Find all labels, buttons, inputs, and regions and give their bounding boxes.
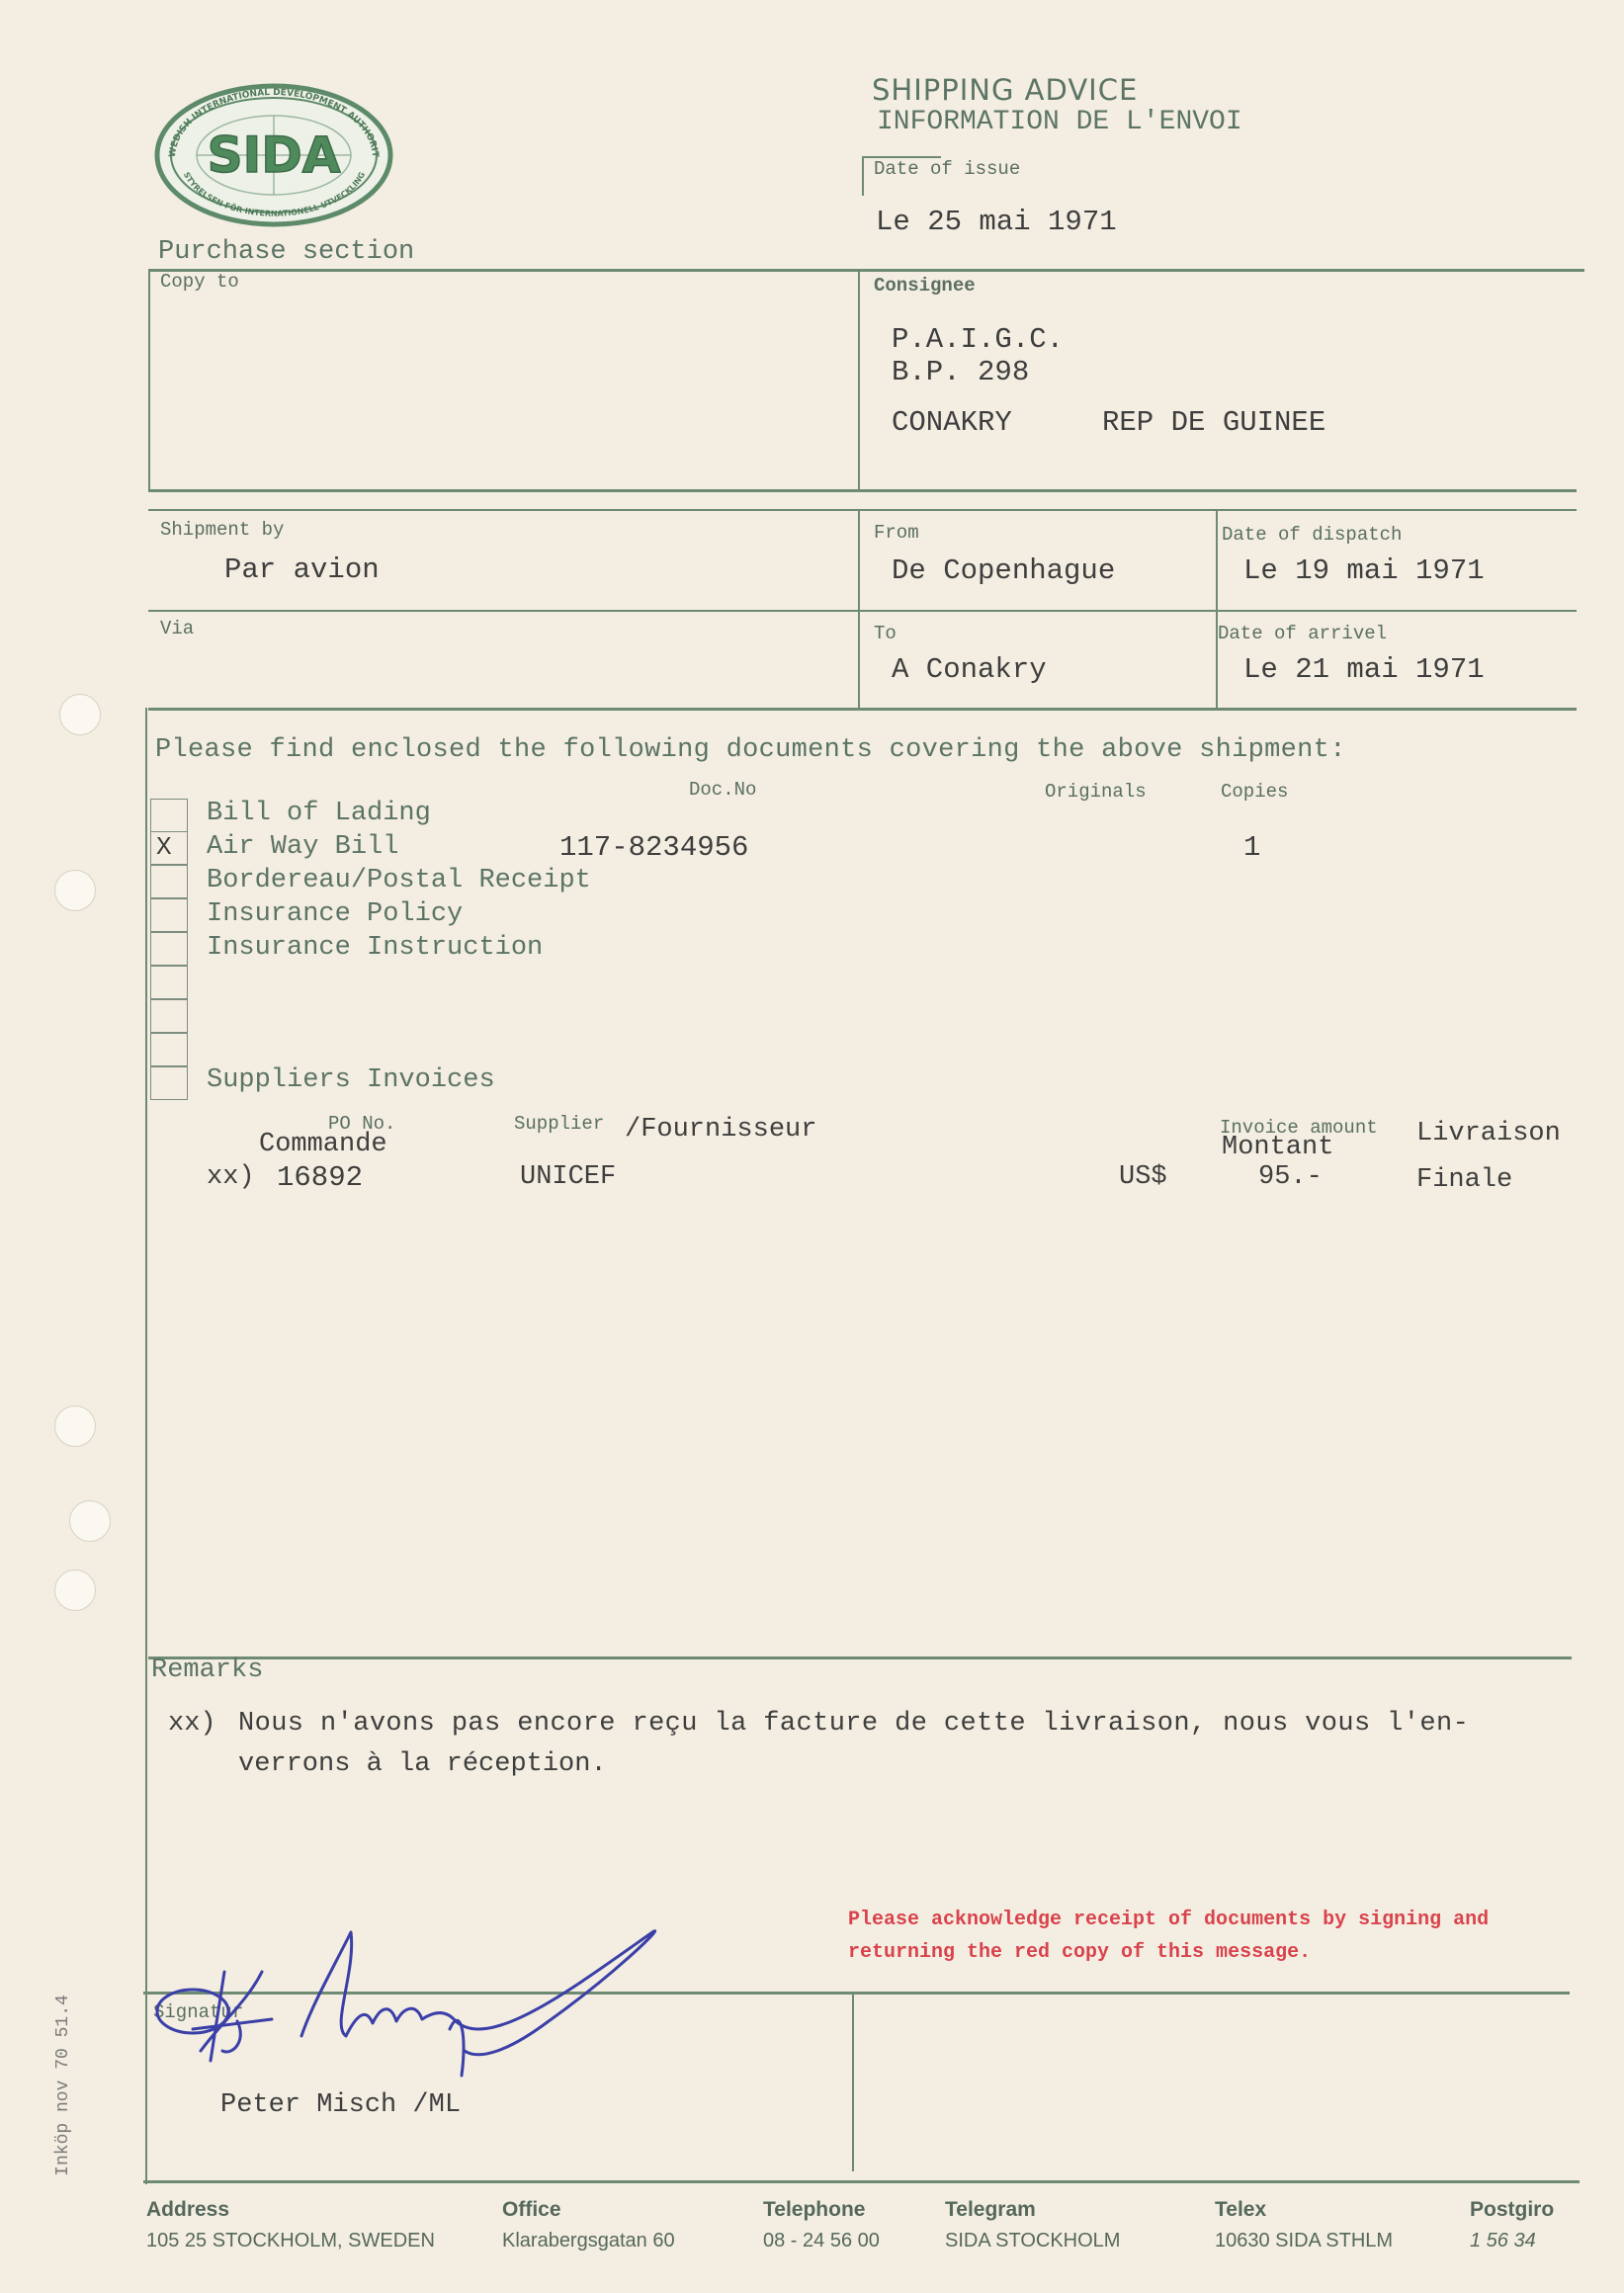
footer-telex-value: 10630 SIDA STHLM — [1215, 2230, 1394, 2251]
consignee-country: REP DE GUINEE — [1102, 406, 1326, 439]
from-label: From — [874, 522, 919, 544]
checkbox-suppliers-invoices[interactable] — [150, 1066, 188, 1100]
originals-header: Originals — [1045, 781, 1147, 803]
form-title: SHIPPING ADVICE — [872, 73, 1139, 107]
body-left-line — [145, 708, 147, 2184]
consignee-line1: P.A.I.G.C. — [892, 323, 1065, 356]
frame-top-line — [148, 269, 1584, 272]
punch-hole — [54, 1570, 96, 1611]
checkbox-bill-of-lading[interactable] — [150, 799, 188, 832]
acknowledge-line1: Please acknowledge receipt of documents by signing and — [848, 1909, 1490, 1931]
shipment-divider-2 — [1216, 509, 1218, 710]
invoice-amount-label: Invoice amount — [1220, 1117, 1378, 1139]
punch-hole — [54, 1405, 96, 1447]
footer-telephone-value: 08 - 24 56 00 — [763, 2230, 880, 2251]
date-of-issue-label: Date of issue — [874, 158, 1021, 180]
footer-office-value: Klarabergsgatan 60 — [502, 2230, 675, 2251]
invoice-po-number: 16892 — [277, 1161, 364, 1194]
checkbox-bordereau[interactable] — [150, 865, 188, 898]
shipment-divider-1 — [858, 509, 860, 710]
to-label: To — [874, 623, 897, 644]
punch-hole — [54, 870, 96, 911]
date-of-arrival-label: Date of arrivel — [1218, 623, 1388, 644]
doc-copies: 1 — [1243, 831, 1261, 864]
doc-mark: X — [156, 832, 172, 862]
doc-name: Insurance Instruction — [207, 933, 544, 963]
remarks-prefix: xx) — [168, 1709, 216, 1739]
footer-telephone-label: Telephone — [763, 2198, 866, 2221]
frame-left-line-top — [148, 269, 150, 491]
signature-label: Signatur — [153, 2001, 244, 2023]
sida-logo — [153, 81, 395, 229]
consignee-city: CONAKRY — [892, 406, 1012, 439]
invoice-amount: 95.- — [1258, 1162, 1323, 1192]
date-of-arrival-value: Le 21 mai 1971 — [1243, 653, 1485, 686]
invoice-currency: US$ — [1119, 1162, 1167, 1192]
checkbox-blank[interactable] — [150, 1033, 188, 1066]
doc-name: Bordereau/Postal Receipt — [207, 866, 591, 895]
suppliers-invoices-label: Suppliers Invoices — [207, 1065, 495, 1095]
footer-telegram-value: SIDA STOCKHOLM — [945, 2230, 1121, 2251]
logo-arc-bottom: STYRELSEN FÖR INTERNATIONELL UTVECKLING — [181, 170, 368, 218]
consignee-label: Consignee — [874, 275, 976, 297]
invoice-prefix: xx) — [207, 1162, 255, 1192]
checkbox-insurance-policy[interactable] — [150, 898, 188, 932]
signature-divider — [852, 1992, 854, 2171]
remarks-line2: verrons à la réception. — [238, 1749, 607, 1779]
date-of-issue-value: Le 25 mai 1971 — [876, 206, 1117, 238]
remarks-top-line — [148, 1656, 1572, 1659]
punch-hole — [69, 1500, 111, 1542]
copy-to-label: Copy to — [160, 271, 239, 293]
to-value: A Conakry — [892, 653, 1047, 686]
punch-hole — [59, 694, 101, 735]
doc-number: 117-8234956 — [559, 831, 749, 864]
footer-top-line — [143, 2180, 1580, 2183]
invoice-supplier: UNICEF — [520, 1162, 617, 1192]
shipment-bottom-line — [148, 708, 1577, 711]
shipment-by-label: Shipment by — [160, 519, 285, 541]
supplier-typed-label: /Fournisseur — [625, 1115, 817, 1145]
date-of-dispatch-value: Le 19 mai 1971 — [1243, 554, 1485, 587]
doc-no-header: Doc.No — [689, 779, 757, 801]
invoice-delivery: Finale — [1416, 1165, 1513, 1195]
via-label: Via — [160, 618, 195, 639]
shipment-top-line — [148, 509, 1577, 511]
delivery-typed-label: Livraison — [1416, 1119, 1561, 1148]
shipment-by-value: Par avion — [224, 553, 380, 586]
documents-intro: Please find enclosed the following documents covering the above shipment: — [155, 735, 1346, 765]
copyto-divider — [858, 269, 860, 491]
from-value: De Copenhague — [892, 554, 1116, 587]
doc-name: Insurance Policy — [207, 899, 464, 929]
acknowledge-line2: returning the red copy of this message. — [848, 1941, 1312, 1964]
copies-header: Copies — [1221, 781, 1289, 803]
supplier-label: Supplier — [514, 1113, 605, 1135]
remarks-label: Remarks — [151, 1656, 264, 1685]
footer-telex-label: Telex — [1215, 2198, 1267, 2221]
date-of-dispatch-label: Date of dispatch — [1222, 524, 1403, 546]
logo-arc-top: WEDISH INTERNATIONAL DEVELOPMENT AUTHORIT — [167, 87, 381, 158]
side-form-number: Inköp nov 70 51.4 — [52, 1995, 73, 2176]
signer-name: Peter Misch /ML — [220, 2090, 462, 2120]
logo-text: SIDA — [207, 127, 341, 184]
footer-office-label: Office — [502, 2198, 561, 2221]
footer-address-value: 105 25 STOCKHOLM, SWEDEN — [146, 2230, 435, 2251]
consignee-bottom-line — [148, 489, 1577, 492]
remarks-line1: Nous n'avons pas encore reçu la facture de cette livraison, nous vous l'en- — [238, 1709, 1470, 1739]
amount-typed-label: Montant — [1222, 1133, 1334, 1162]
checkbox-blank[interactable] — [150, 966, 188, 999]
doc-name: Bill of Lading — [207, 799, 431, 828]
footer-address-label: Address — [146, 2198, 230, 2221]
footer-postgiro-value: 1 56 34 — [1470, 2230, 1536, 2251]
doc-name: Air Way Bill — [207, 832, 399, 862]
footer-postgiro-label: Postgiro — [1470, 2198, 1555, 2221]
po-typed-label: Commande — [259, 1130, 387, 1159]
date-bracket-vertical — [862, 156, 864, 196]
footer-telegram-label: Telegram — [945, 2198, 1036, 2221]
consignee-line2: B.P. 298 — [892, 356, 1030, 388]
po-no-label: PO No. — [328, 1113, 396, 1135]
purchase-section-label: Purchase section — [158, 237, 415, 267]
shipment-mid-line — [148, 610, 1577, 612]
handwritten-signature — [153, 1912, 667, 2100]
checkbox-blank[interactable] — [150, 999, 188, 1033]
form-subtitle: INFORMATION DE L'ENVOI — [877, 107, 1242, 137]
checkbox-insurance-instruction[interactable] — [150, 932, 188, 966]
